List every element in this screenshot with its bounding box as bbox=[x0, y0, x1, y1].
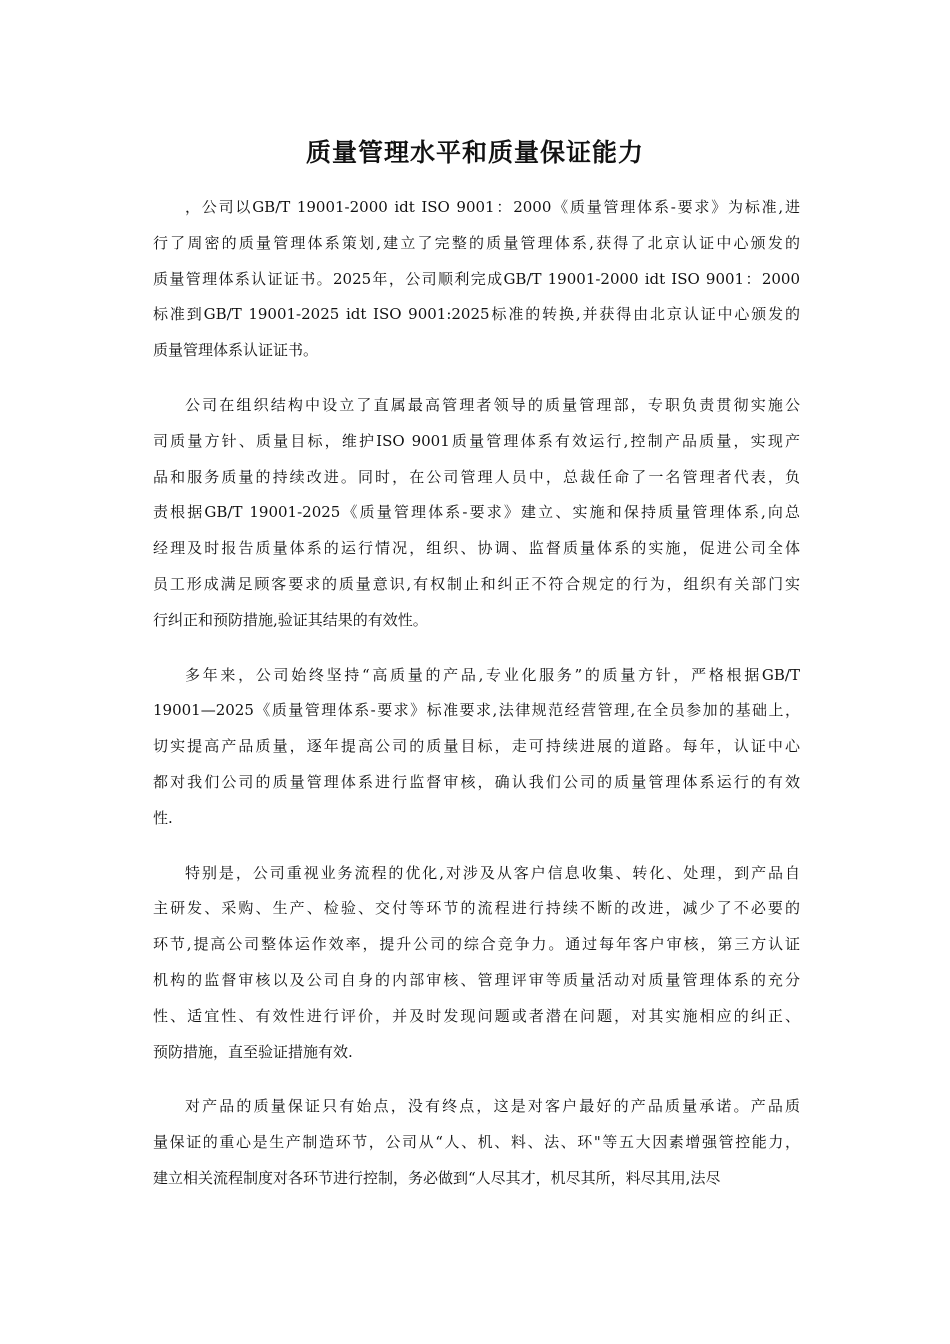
paragraph-line: 量保证的重心是生产制造环节，公司从“人、机、料、法、环"等五大因素增强管控能力， bbox=[153, 1133, 800, 1152]
paragraph-line: 性. bbox=[153, 808, 173, 827]
paragraph-line: 环节,提高公司整体运作效率，提升公司的综合竞争力。通过每年客户审核，第三方认证 bbox=[153, 935, 800, 954]
paragraph-line: ，公司以GB/T 19001-2000 idt ISO 9001：2000《质量管理体系-要求》为标准,进 bbox=[185, 198, 800, 216]
paragraph-line: 经理及时报告质量体系的运行情况，组织、协调、监督质量体系的实施，促进公司全体 bbox=[153, 539, 800, 558]
paragraph-line: 员工形成满足顾客要求的质量意识,有权制止和纠正不符合规定的行为，组织有关部门实 bbox=[153, 574, 800, 593]
paragraph-line: 主研发、采购、生产、检验、交付等环节的流程进行持续不断的改进，减少了不必要的 bbox=[153, 899, 800, 918]
paragraph-line: 19001—2025《质量管理体系-要求》标准要求,法律规范经营管理,在全员参加的基础上， bbox=[153, 701, 800, 720]
body-paragraph bbox=[153, 1089, 800, 1196]
paragraph-line: 对产品的质量保证只有始点，没有终点，这是对客户最好的产品质量承诺。产品质 bbox=[185, 1097, 800, 1116]
paragraph-line: 行纠正和预防措施,验证其结果的有效性。 bbox=[153, 610, 428, 629]
body-paragraph bbox=[153, 856, 800, 1071]
paragraph-line: 司质量方针、质量目标，维护ISO 9001质量管理体系有效运行,控制产品质量，实现产 bbox=[153, 431, 800, 450]
paragraph-line: 性、适宜性、有效性进行评价，并及时发现问题或者潜在问题，对其实施相应的纠正、 bbox=[153, 1006, 800, 1025]
paragraph-line: 多年来，公司始终坚持“高质量的产品,专业化服务”的质量方针，严格根据GB/T bbox=[185, 665, 800, 684]
body-paragraph bbox=[153, 388, 800, 639]
paragraph-line: 切实提高产品质量，逐年提高公司的质量目标，走可持续进展的道路。每年，认证中心 bbox=[153, 737, 800, 756]
document-body bbox=[153, 190, 800, 1216]
paragraph-line: 品和服务质量的持续改进。同时，在公司管理人员中，总裁任命了一名管理者代表，负 bbox=[153, 467, 800, 486]
paragraph-line: 建立相关流程制度对各环节进行控制，务必做到“人尽其才，机尽其所，料尽其用,法尽 bbox=[153, 1168, 721, 1187]
paragraph-line: 都对我们公司的质量管理体系进行监督审核，确认我们公司的质量管理体系运行的有效 bbox=[153, 772, 800, 791]
paragraph-line: 预防措施，直至验证措施有效. bbox=[153, 1042, 353, 1061]
paragraph-line: 行了周密的质量管理体系策划,建立了完整的质量管理体系,获得了北京认证中心颁发的 bbox=[153, 233, 800, 252]
paragraph-line: 标准到GB/T 19001-2025 idt ISO 9001:2025标准的转换,并获得由北京认证中心颁发的 bbox=[153, 305, 800, 324]
paragraph-line: 责根据GB/T 19001-2025《质量管理体系-要求》建立、实施和保持质量管理体系,向总 bbox=[153, 503, 800, 522]
paragraph-line: 质量管理体系认证证书。 bbox=[153, 341, 319, 360]
paragraph-line: 质量管理体系认证证书。2025年，公司顺利完成GB/T 19001-2000 idt ISO 9001：2000 bbox=[153, 269, 800, 288]
paragraph-line: 机构的监督审核以及公司自身的内部审核、管理评审等质量活动对质量管理体系的充分 bbox=[153, 970, 800, 989]
page-title: 质量管理水平和质量保证能力 bbox=[305, 138, 644, 167]
body-paragraph bbox=[153, 190, 800, 369]
paragraph-line: 公司在组织结构中设立了直属最高管理者领导的质量管理部，专职负责贯彻实施公 bbox=[185, 395, 800, 414]
paragraph-line: 特别是，公司重视业务流程的优化,对涉及从客户信息收集、转化、处理，到产品自 bbox=[185, 863, 800, 882]
body-paragraph bbox=[153, 658, 800, 837]
